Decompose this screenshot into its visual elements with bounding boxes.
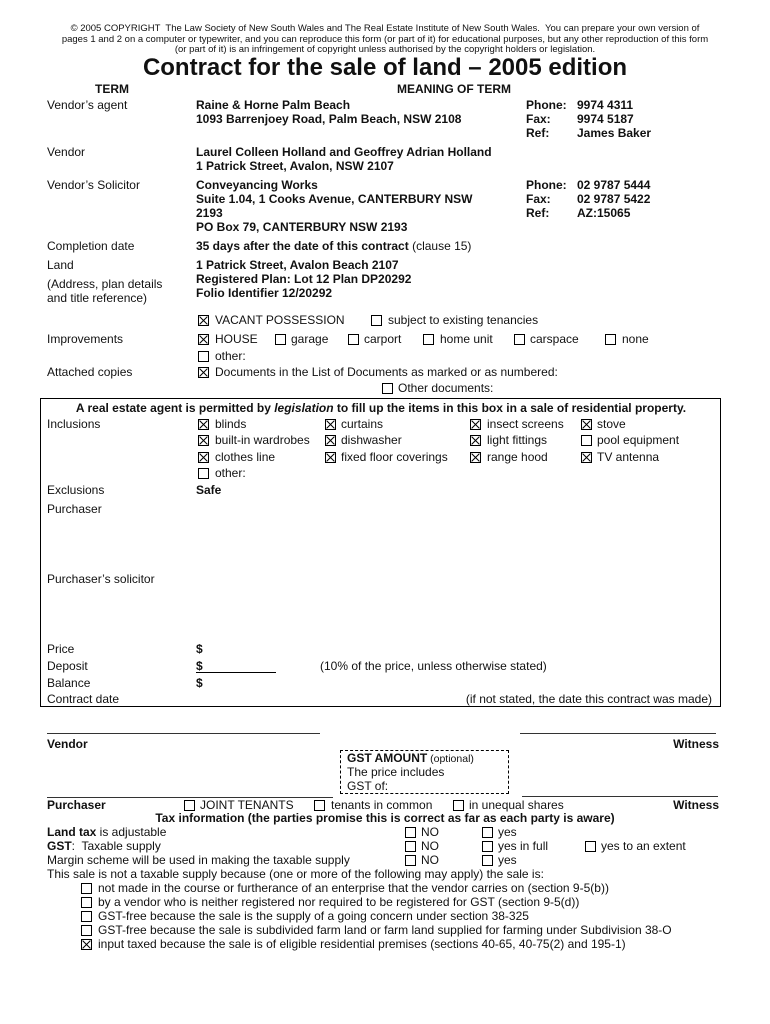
vendors-solicitor-ref-label: Ref: [526,206,550,220]
gst-label-bold: GST [47,839,72,853]
joint-tenants-label: JOINT TENANTS [200,798,294,812]
vendors-solicitor-po-box: PO Box 79, CANTERBURY NSW 2193 [196,220,408,234]
gst-yes-to-extent-checkbox[interactable] [585,841,596,852]
inclusion-clothes-line-checkbox[interactable] [198,452,209,463]
vendor-term: Vendor [47,145,86,159]
land-tax-no-checkbox[interactable] [405,827,416,838]
purchaser-term: Purchaser [47,502,102,516]
purchaser-witness-label: Witness [673,798,719,812]
inclusion-built-in-wardrobes-checkbox[interactable] [198,435,209,446]
attached-documents-checkbox[interactable] [198,367,209,378]
agent-notice-legislation: legislation [274,401,334,415]
land-term: Land [47,258,74,272]
vendors-agent-fax: 9974 5187 [577,112,634,126]
inclusion-pool-equipment-label: pool equipment [597,433,680,447]
contract-date-note: (if not stated, the date this contract was made) [465,692,712,706]
vendors-solicitor-address-line-2: 2193 [196,206,223,220]
land-folio-identifier: Folio Identifier 12/20292 [196,286,333,300]
margin-scheme-yes-checkbox[interactable] [482,855,493,866]
inclusion-light-fittings-label: light fittings [487,433,548,447]
reason-farm-land-checkbox[interactable] [81,925,92,936]
reason-farm-land-label: GST-free because the sale is subdivided farm land or farm land supplied for farming under Subdivision 38-O [98,923,672,937]
reason-not-enterprise-checkbox[interactable] [81,883,92,894]
vendors-agent-phone: 9974 4311 [577,98,634,112]
deposit-currency: $ [196,659,203,673]
tax-information-heading: Tax information (the parties promise this is correct as far as each party is aware) [155,811,615,825]
deposit-term: Deposit [47,659,88,673]
inclusion-curtains-label: curtains [341,417,384,431]
inclusion-stove-label: stove [597,417,626,431]
price-currency: $ [196,642,203,656]
vendors-agent-name: Raine & Horne Palm Beach [196,98,351,112]
completion-date-term: Completion date [47,239,135,253]
inclusion-fixed-floor-coverings-label: fixed floor coverings [341,450,448,464]
completion-date-period: 35 days after the date of this contract [196,239,409,253]
improvement-carspace-checkbox[interactable] [514,334,525,345]
term-column-header: TERM [95,82,129,96]
existing-tenancies-checkbox[interactable] [371,315,382,326]
other-documents-checkbox[interactable] [382,383,393,394]
reason-not-enterprise-label: not made in the course or furtherance of an enterprise that the vendor carries on (section 9-5(b)) [98,881,609,895]
vendors-agent-phone-label: Phone: [526,98,567,112]
land-tax-yes-label: yes [498,825,517,839]
improvement-home-unit-label: home unit [440,332,493,346]
inclusion-other-label: other: [215,466,246,480]
gst-amount-heading [347,751,474,766]
land-term-note-1: (Address, plan details [47,277,163,291]
land-tax-yes-checkbox[interactable] [482,827,493,838]
gst-amount-title: GST AMOUNT [347,751,428,765]
inclusion-dishwasher-label: dishwasher [341,433,402,447]
inclusion-range-hood-checkbox[interactable] [470,452,481,463]
gst-amount-optional: (optional) [427,753,474,765]
inclusion-built-in-wardrobes-label: built-in wardrobes [215,433,310,447]
copyright-line-3: (or part of it) is an infringement of copyright unless authorised by the copyright holders or legislation. [174,44,596,55]
vendors-solicitor-address-line-1: Suite 1.04, 1 Cooks Avenue, CANTERBURY NSW [196,192,473,206]
margin-scheme-yes-label: yes [498,853,517,867]
vendor-witness-label: Witness [673,737,719,751]
reason-not-registered-checkbox[interactable] [81,897,92,908]
gst-amount-line-1: The price includes [347,765,445,779]
inclusions-term: Inclusions [47,417,101,431]
vendor-witness-signature-line [520,733,716,734]
reason-input-taxed-label: input taxed because the sale is of eligible residential premises (sections 40-65, 40-75(2) and 195-1) [98,937,626,951]
land-registered-plan: Registered Plan: Lot 12 Plan DP20292 [196,272,412,286]
deposit-note: (10% of the price, unless otherwise stated) [320,659,547,673]
completion-date-clause: (clause 15) [408,239,472,253]
vendors-agent-ref-label: Ref: [526,126,550,140]
vendors-agent-term: Vendor’s agent [47,98,128,112]
improvement-garage-checkbox[interactable] [275,334,286,345]
reason-input-taxed-checkbox[interactable] [81,939,92,950]
gst-amount-line-2: GST of: [347,779,389,793]
reason-going-concern-label: GST-free because the sale is the supply of a going concern under section 38-325 [98,909,529,923]
vendors-solicitor-ref: AZ:15065 [577,206,631,220]
vendors-solicitor-name: Conveyancing Works [196,178,318,192]
vendors-agent-address: 1093 Barrenjoey Road, Palm Beach, NSW 2108 [196,112,462,126]
gst-yes-in-full-checkbox[interactable] [482,841,493,852]
attached-documents-label: Documents in the List of Documents as marked or as numbered: [215,365,558,379]
improvements-term: Improvements [47,332,124,346]
inclusion-light-fittings-checkbox[interactable] [470,435,481,446]
improvement-garage-label: garage [291,332,329,346]
gst-no-checkbox[interactable] [405,841,416,852]
gst-yes-to-extent-label: yes to an extent [601,839,686,853]
inclusion-blinds-label: blinds [215,417,247,431]
inclusion-dishwasher-checkbox[interactable] [325,435,336,446]
improvement-carspace-label: carspace [530,332,579,346]
land-tax-no-label: NO [421,825,439,839]
not-taxable-intro: This sale is not a taxable supply because (one or more of the following may apply) the sale is: [47,867,544,881]
vendors-agent-fax-label: Fax: [526,112,551,126]
improvement-none-checkbox[interactable] [605,334,616,345]
margin-scheme-no-label: NO [421,853,439,867]
inclusion-tv-antenna-checkbox[interactable] [581,452,592,463]
land-address: 1 Patrick Street, Avalon Beach 2107 [196,258,399,272]
existing-tenancies-label: subject to existing tenancies [388,313,539,327]
vendor-signature-line [47,733,320,734]
agent-notice-post: to fill up the items in this box in a sale of residential property. [333,401,687,415]
land-term-note-2: and title reference) [47,291,148,305]
reason-going-concern-checkbox[interactable] [81,911,92,922]
attached-copies-term: Attached copies [47,365,133,379]
tenants-in-common-label: tenants in common [331,798,433,812]
inclusion-insect-screens-checkbox[interactable] [470,419,481,430]
vendors-solicitor-term: Vendor’s Solicitor [47,178,140,192]
deposit-underline [196,672,276,673]
improvement-carport-checkbox[interactable] [348,334,359,345]
completion-date-value [196,239,471,253]
vendors-agent-ref: James Baker [577,126,652,140]
purchasers-solicitor-term: Purchaser’s solicitor [47,572,155,586]
gst-yes-in-full-label: yes in full [498,839,549,853]
unequal-shares-label: in unequal shares [469,798,564,812]
balance-currency: $ [196,676,203,690]
improvement-none-label: none [622,332,649,346]
exclusions-term: Exclusions [47,483,105,497]
balance-term: Balance [47,676,91,690]
margin-scheme-no-checkbox[interactable] [405,855,416,866]
inclusion-fixed-floor-coverings-checkbox[interactable] [325,452,336,463]
vacant-possession-label: VACANT POSSESSION [215,313,345,327]
inclusion-insect-screens-label: insect screens [487,417,564,431]
purchaser-signature-label: Purchaser [47,798,106,812]
agent-box-notice [40,401,722,415]
copyright-line-1: © 2005 COPYRIGHT The Law Society of New South Wales and The Real Estate Institute of New South Wales. You can prepare your own version of [70,23,700,34]
vendors-solicitor-phone-label: Phone: [526,178,567,192]
meaning-column-header: MEANING OF TERM [397,82,511,96]
vendors-solicitor-fax-label: Fax: [526,192,551,206]
improvement-other-label: other: [215,349,246,363]
inclusion-stove-checkbox[interactable] [581,419,592,430]
improvement-home-unit-checkbox[interactable] [423,334,434,345]
gst-no-label: NO [421,839,439,853]
inclusion-tv-antenna-label: TV antenna [597,450,660,464]
reason-not-registered-label: by a vendor who is neither registered nor required to be registered for GST (section 9-5(d)) [98,895,580,909]
vendor-address: 1 Patrick Street, Avalon, NSW 2107 [196,159,394,173]
improvement-other-checkbox[interactable] [198,351,209,362]
page-title: Contract for the sale of land – 2005 edition [142,54,628,81]
vendors-solicitor-phone: 02 9787 5444 [577,178,651,192]
gst-label-rest: : Taxable supply [71,839,161,853]
land-tax-label [47,825,166,839]
vendors-solicitor-fax: 02 9787 5422 [577,192,651,206]
joint-tenants-checkbox[interactable] [184,800,195,811]
land-tax-label-bold: Land tax [47,825,97,839]
vendor-signature-label: Vendor [47,737,88,751]
margin-scheme-label: Margin scheme will be used in making the taxable supply [47,853,350,867]
improvement-house-label: HOUSE [215,332,258,346]
improvement-carport-label: carport [364,332,402,346]
purchaser-witness-signature-line [522,796,718,797]
other-documents-label: Other documents: [398,381,494,395]
contract-date-term: Contract date [47,692,120,706]
vendor-name: Laurel Colleen Holland and Geoffrey Adrian Holland [196,145,492,159]
tenants-in-common-checkbox[interactable] [314,800,325,811]
exclusions-value: Safe [196,483,222,497]
unequal-shares-checkbox[interactable] [453,800,464,811]
improvement-house-checkbox[interactable] [198,334,209,345]
vacant-possession-checkbox[interactable] [198,315,209,326]
inclusion-blinds-checkbox[interactable] [198,419,209,430]
inclusion-pool-equipment-checkbox[interactable] [581,435,592,446]
gst-taxable-supply-label [47,839,161,853]
inclusion-range-hood-label: range hood [487,450,548,464]
land-tax-label-rest: is adjustable [96,825,167,839]
inclusion-other-checkbox[interactable] [198,468,209,479]
price-term: Price [47,642,75,656]
agent-notice-pre: A real estate agent is permitted by [75,401,275,415]
inclusion-curtains-checkbox[interactable] [325,419,336,430]
copyright-line-2: pages 1 and 2 on a computer or typewriter, and you can reproduce this form (or part of it) for educational purposes, but any other reproduction of this form [61,34,709,45]
inclusion-clothes-line-label: clothes line [215,450,276,464]
